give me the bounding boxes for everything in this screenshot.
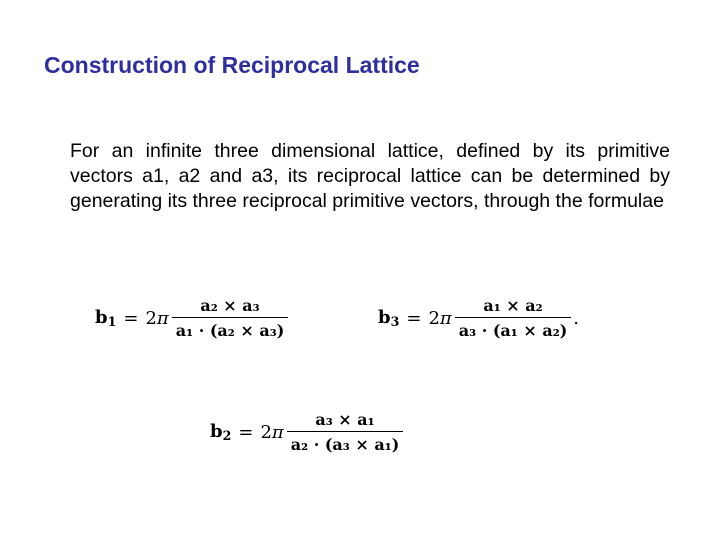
formula-b2-numerator: a₃ × a₁ xyxy=(315,410,375,429)
slide-title: Construction of Reciprocal Lattice xyxy=(44,52,420,78)
formula-b3-numerator: a₁ × a₂ xyxy=(483,296,543,315)
formula-b1-denominator: a₁ · (a₂ × a₃) xyxy=(175,321,285,340)
formula-b1-numerator: a₂ × a₃ xyxy=(200,296,260,315)
formula-b2-lhs: $b_2$ xyxy=(210,420,232,444)
formula-b3-lhs: $b_3$ xyxy=(378,306,400,330)
formula-b2-denominator: a₂ · (a₃ × a₁) xyxy=(290,435,400,454)
formula-b2-fraction xyxy=(287,410,404,454)
formula-b3-denominator: a₃ · (a₁ × a₂) xyxy=(458,321,568,340)
equals-sign: = xyxy=(406,307,422,329)
two-pi-coefficient: 2π xyxy=(260,421,284,443)
formula-b3-fraction xyxy=(455,296,572,340)
two-pi-coefficient: 2π xyxy=(145,307,169,329)
formula-b1-lhs: $b_1$ xyxy=(95,306,117,330)
formula-b1 xyxy=(95,296,290,340)
equals-sign: = xyxy=(123,307,139,329)
two-pi-coefficient: 2π xyxy=(428,307,452,329)
formula-b3 xyxy=(378,296,579,340)
body-paragraph: For an infinite three dimensional lattice, defined by its primitive vectors a1, a2 and a3, its reciprocal lattice can be determined by generating its three reciprocal primitive vectors, through the formulae xyxy=(70,140,670,212)
formula-b3-tail: . xyxy=(573,307,580,329)
formula-b2 xyxy=(210,410,405,454)
formula-b1-fraction xyxy=(172,296,289,340)
equals-sign: = xyxy=(238,421,254,443)
